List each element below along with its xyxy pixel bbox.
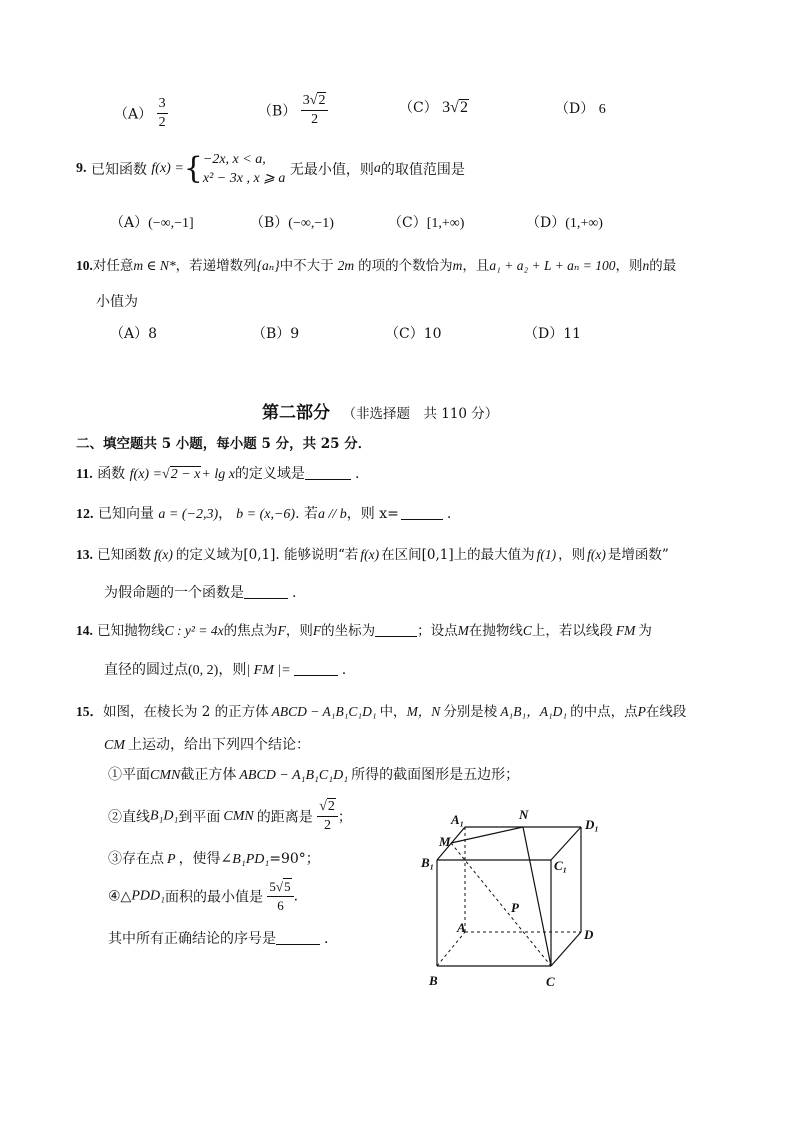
q15-line1: 15．如图，在棱长为 2 的正方体 ABCD − A₁B₁C₁D₁ 中，M，N 分别是棱 A₁B₁，A₁D₁ 的中点，点P在线段 (76, 704, 687, 720)
q8-option-d-label: （D） (555, 101, 595, 117)
q10-option-d: （D）11 (524, 326, 582, 342)
q9-lead: 已知函数 (90, 162, 147, 178)
label-c1: C₁ (554, 858, 568, 873)
q15-number: 15． (76, 704, 103, 719)
q9-a-value: (−∞,−1] (148, 216, 194, 231)
label-b: B (429, 973, 438, 988)
q15-conclusion-3: ③存在点 P ，使得∠B₁PD₁=90°； (108, 851, 320, 867)
q8-a-numerator: 3 (157, 95, 168, 114)
q9-c-value: [1,+∞) (426, 216, 465, 231)
q10-stem-line2: 小值为 (96, 294, 138, 310)
q8-option-b-label: （B） (258, 103, 297, 120)
edge-c-d (551, 932, 581, 966)
q9-var: a (373, 161, 381, 176)
q8-option-d-value: 6 (598, 102, 606, 117)
q10-stem-line1: 10.对任意m ∈ N*，若递增数列{aₙ}中不大于 2m 的项的个数恰为m，且a₁ + a₂ + L + aₙ = 100，则n的最 (76, 258, 677, 274)
segment-m-c-hidden (451, 843, 551, 966)
q9-option-d: （D）(1,+∞) (526, 215, 603, 231)
q10-m-in-n: m ∈ N* (133, 258, 176, 273)
q13-answer-blank[interactable] (244, 584, 288, 599)
q9-brace: { (183, 151, 203, 186)
q15-conclusion-4: ④△PDD₁面积的最小值是 $\frac{5√5}{6}$ . (108, 879, 299, 913)
q11: 11. 函数 f(x) =√2 − x+ lg x的定义域是 . (76, 466, 360, 482)
q9-d-value: (1,+∞) (565, 216, 603, 231)
q9-b-value: (−∞,−1) (288, 216, 334, 231)
q14-number: 14. (76, 623, 93, 638)
q9-tail-2: 的取值范围是 (380, 162, 465, 178)
q11-number: 11. (76, 467, 93, 482)
edge-d1-c1 (551, 827, 581, 860)
q14-answer-blank-1[interactable] (375, 622, 417, 637)
q14-line1: 14. 已知抛物线C : y² = 4x的焦点为F，则F的坐标为 ；设点M在抛物线C上，若以线段 FM 为 (76, 623, 652, 639)
label-c: C (546, 974, 555, 989)
label-p: P (511, 900, 519, 915)
q10-sum: a₁ + a₂ + L + aₙ = 100 (489, 258, 616, 273)
q9-cases (203, 150, 286, 188)
q9-function: f(x) = (151, 161, 184, 176)
q8-b-denominator: 2 (311, 112, 319, 127)
q14-parabola: C : y² = 4x (164, 623, 224, 638)
q8-option-c-label: （C） (399, 100, 438, 116)
q9-option-a: （A）(−∞,−1] (110, 215, 194, 231)
q15-answer-blank[interactable] (276, 930, 320, 945)
q10-option-a: （A）8 (110, 326, 158, 342)
q15-conclusion-2: ②直线B₁D₁到平面 CMN 的距离是 $\frac{√2}{2}$ ； (108, 799, 352, 833)
q10-option-c: （C）10 (385, 326, 442, 342)
q10-sequence: {aₙ} (256, 258, 280, 273)
q8-option-b (258, 92, 328, 129)
section2-heading: 二、填空题共 5 小题，每小题 5 分，共 25 分． (76, 436, 372, 452)
q8-a-denominator: 2 (158, 115, 166, 130)
label-n: N (519, 807, 529, 822)
q14-line2: 直径的圆过点(0, 2)，则| FM |= . (104, 662, 347, 678)
q8-option-c-value: 3√2 (442, 99, 468, 116)
q10-m: m (452, 258, 463, 273)
q15-c4-fraction: $\frac{5√5}{6}$ (267, 878, 293, 915)
q9-tail: 无最小值，则 (289, 162, 374, 178)
q8-option-d (555, 98, 606, 118)
q9-case-1: −2x, x < a, (202, 152, 266, 167)
q10-number: 10. (76, 258, 93, 273)
part2-title: 第二部分 (262, 403, 330, 423)
q10-2m: 2m (337, 258, 355, 273)
q9-option-c: （C）[1,+∞) (388, 215, 465, 231)
q8-b-numerator: 3√2 (301, 92, 329, 111)
q12-vector-b: b = (x,−6) (236, 507, 296, 522)
label-m: M (439, 834, 451, 849)
segment-m-n (451, 827, 523, 843)
q8-option-c (399, 97, 469, 117)
q12: 12. 已知向量 a = (−2,3)， b = (x,−6). 若a // b，则 x= . (76, 506, 452, 522)
q11-log: + lg x (201, 467, 235, 482)
q10-n: n (642, 258, 650, 273)
q9-number: 9. (76, 161, 87, 176)
q8-option-b-fraction (301, 92, 329, 129)
label-b1: B₁ (421, 855, 435, 870)
label-a: A (457, 920, 466, 935)
q15-ask: 其中所有正确结论的序号是 . (108, 931, 329, 947)
q12-answer-blank[interactable] (401, 505, 443, 520)
q15-c2-fraction: $\frac{√2}{2}$ (317, 798, 338, 835)
q9-option-b: （B）(−∞,−1) (250, 215, 334, 231)
segment-n-c (523, 827, 551, 966)
q10-option-b: （B）9 (252, 326, 300, 342)
q9-stem (76, 150, 465, 188)
label-d: D (584, 927, 594, 942)
q11-answer-blank[interactable] (305, 465, 351, 480)
edge-b-a-hidden (437, 932, 465, 966)
q13-line1: 13. 已知函数 f(x) 的定义域为[0,1]. 能够说明“若 f(x) 在区间[0,1]上的最大值为 f(1) ，则 f(x) 是增函数” (76, 547, 669, 563)
label-d1: D₁ (585, 817, 599, 832)
part2-heading (262, 398, 498, 423)
q9-case-2: x² − 3x , x ⩾ a (202, 171, 286, 186)
q14-answer-blank-2[interactable] (294, 661, 338, 676)
q11-radicand: 2 − x (170, 467, 201, 482)
q12-parallel: a // b (317, 507, 347, 522)
q15-line2: CM 上运动，给出下列四个结论： (104, 737, 310, 753)
q13-line2: 为假命题的一个函数是 . (104, 585, 297, 601)
label-a1: A₁ (451, 812, 465, 827)
q8-option-a (114, 95, 168, 132)
q8-option-a-fraction (157, 95, 168, 132)
q11-expr: f(x) = (129, 467, 163, 482)
q12-vector-a: a = (−2,3) (158, 507, 219, 522)
cube-figure (415, 800, 615, 1000)
q12-number: 12. (76, 507, 94, 522)
part2-subtitle: （非选择题 共 110 分） (342, 406, 499, 422)
q15-conclusion-1: ①平面CMN截正方体 ABCD − A₁B₁C₁D₁ 所得的截面图形是五边形； (108, 767, 520, 783)
q8-option-a-label: （A） (114, 106, 153, 123)
q13-number: 13. (76, 547, 93, 562)
